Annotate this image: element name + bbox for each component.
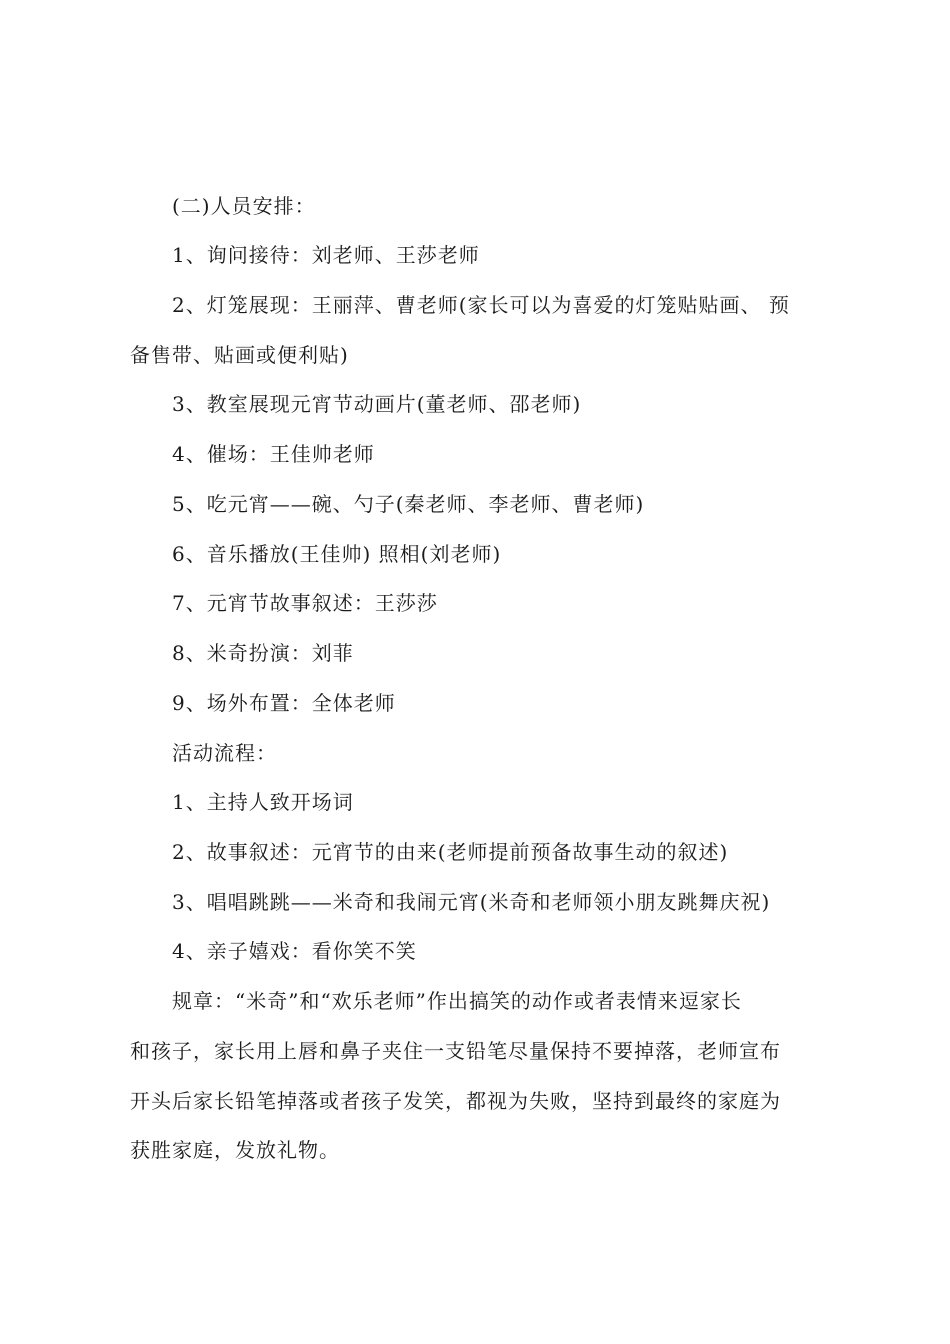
staff-item-2-cont: 备售带、贴画或便利贴) <box>130 343 349 367</box>
staff-item-7: 7、元宵节故事叙述：王莎莎 <box>172 591 438 615</box>
staff-item-2: 2、灯笼展现：王丽萍、曹老师(家长可以为喜爱的灯笼贴贴画、 预 <box>172 293 790 317</box>
rules-line-4: 获胜家庭，发放礼物。 <box>130 1138 340 1162</box>
flow-item-3: 3、唱唱跳跳——米奇和我闹元宵(米奇和老师领小朋友跳舞庆祝) <box>172 890 771 914</box>
staff-item-8: 8、米奇扮演：刘菲 <box>172 641 354 665</box>
staff-item-6: 6、音乐播放(王佳帅) 照相(刘老师) <box>172 542 502 566</box>
staff-item-3: 3、教室展现元宵节动画片(董老师、邵老师) <box>172 392 582 416</box>
staff-item-1: 1、询问接待：刘老师、王莎老师 <box>172 243 480 267</box>
rules-line-2: 和孩子，家长用上唇和鼻子夹住一支铅笔尽量保持不要掉落，老师宣布 <box>130 1039 781 1063</box>
flow-item-4: 4、亲子嬉戏：看你笑不笑 <box>172 939 417 963</box>
flow-item-1: 1、主持人致开场词 <box>172 790 354 814</box>
flow-title: 活动流程： <box>172 741 277 765</box>
staff-item-9: 9、场外布置：全体老师 <box>172 691 396 715</box>
staff-item-4: 4、催场：王佳帅老师 <box>172 442 375 466</box>
rules-line-3: 开头后家长铅笔掉落或者孩子发笑，都视为失败，坚持到最终的家庭为 <box>130 1089 781 1113</box>
rules-line-1: 规章：“米奇”和“欢乐老师”作出搞笑的动作或者表情来逗家长 <box>172 989 742 1013</box>
section-title: (二)人员安排： <box>172 194 316 218</box>
staff-item-5: 5、吃元宵——碗、勺子(秦老师、李老师、曹老师) <box>172 492 645 516</box>
flow-item-2: 2、故事叙述：元宵节的由来(老师提前预备故事生动的叙述) <box>172 840 729 864</box>
